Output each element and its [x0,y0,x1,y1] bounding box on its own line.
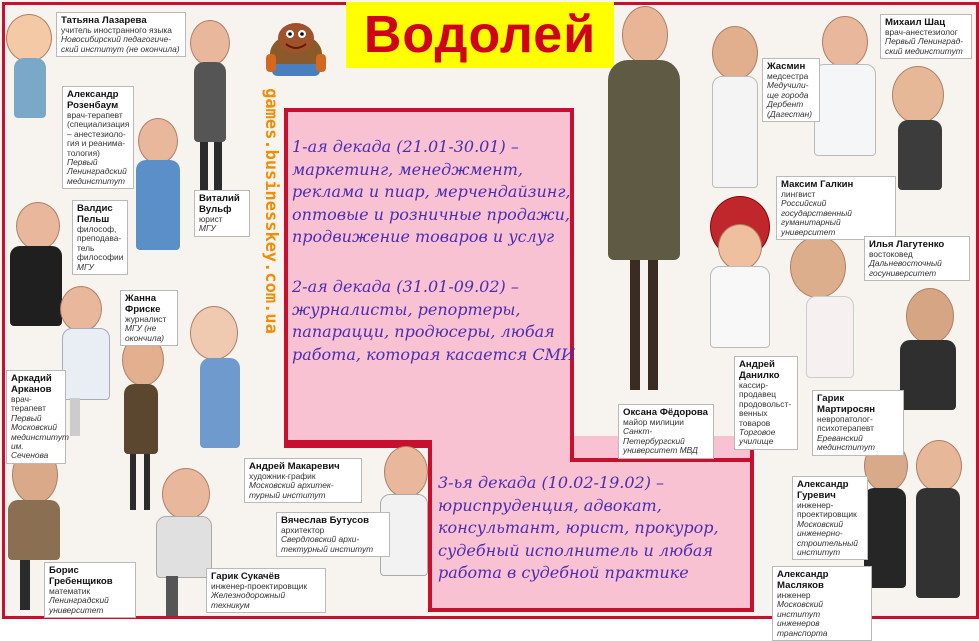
caption-makarevich: Андрей Макаревич художник-график Московский архитек- турный институт [244,458,362,503]
panel-edge [428,440,432,612]
panel-edge [284,440,432,444]
caption-zhasmin: Жасмин медсестра Медучили- ще города Дербент (Дагестан) [762,58,820,122]
caption-lazareva: Татьяна Лазарева учитель иностранного языка Новосибирский педагогиче- ский институт (не окончила) [56,12,186,57]
decade-2-text: 2-ая декада (31.01-09.02) – журналисты, репортеры, папарацци, продюсеры, любая работа, которая касается СМИ [292,277,575,364]
site-url: games.businesskey.com.ua [261,88,281,334]
caption-arkanov: Аркадий Арканов врач-терапевт Первый Московский мединститут им. Сеченова [6,370,66,464]
caption-galkin: Максим Галкин лингвист Российский государственный гуманитарный университет [776,176,896,240]
caption-lagutenko: Илья Лагутенко востоковед Дальневосточный госуниверситет [864,236,970,281]
decade-1-text: 1-ая декада (21.01-30.01) – маркетинг, менеджмент, реклама и пиар, мерчендайзинг, оптовые и розничные продажи, продвижение товаров и услуг [292,137,571,246]
caption-sukachev: Гарик Сукачёв инженер-проектировщик Железнодорожный техникум [206,568,326,613]
caption-maslyakov: Александр Масляков инженер Московский институт инженеров транспорта [772,566,872,641]
caption-butusov: Вячеслав Бутусов архитектор Свердловский архи- тектурный институт [276,512,390,557]
caption-danilko: Андрей Данилко кассир- продавец продовольст- венных товаров Торговое училище [734,356,798,450]
caption-grebenshchikov: Борис Гребенщиков математик Ленинградский университет [44,562,136,618]
caption-rozenbaum: Александр Розенбаум врач-терапевт (специализация – анестезиоло- гия и реанима- тология) Первый Ленинградский мединститут [62,86,134,189]
caption-friske: Жанна Фриске журналист МГУ (не окончила) [120,290,178,346]
page-title: Водолей [346,2,614,68]
caption-vulf: Виталий Вульф юрист МГУ [194,190,250,237]
caption-fedorova: Оксана Фёдорова майор милиции Санкт-Петербургский университет МВД [618,404,714,459]
caption-gurevich: Александр Гуревич инженер- проектировщик Московский инженерно- строительный институт [792,476,868,560]
decade-3-text: 3-ья декада (10.02-19.02) – юриспруденция, адвокат, консультант, юрист, прокурор, судебный исполнитель и любая работа в судебной практике [438,473,719,582]
caption-shats: Михаил Шац врач-анестезиолог Первый Ленинград- ский мединститут [880,14,972,59]
caption-pelsh: Валдис Пельш философ, преподава- тель философии МГУ [72,200,128,275]
caption-martirosyan: Гарик Мартиросян невропатолог- психотерапевт Ереванский мединститут [812,390,904,456]
